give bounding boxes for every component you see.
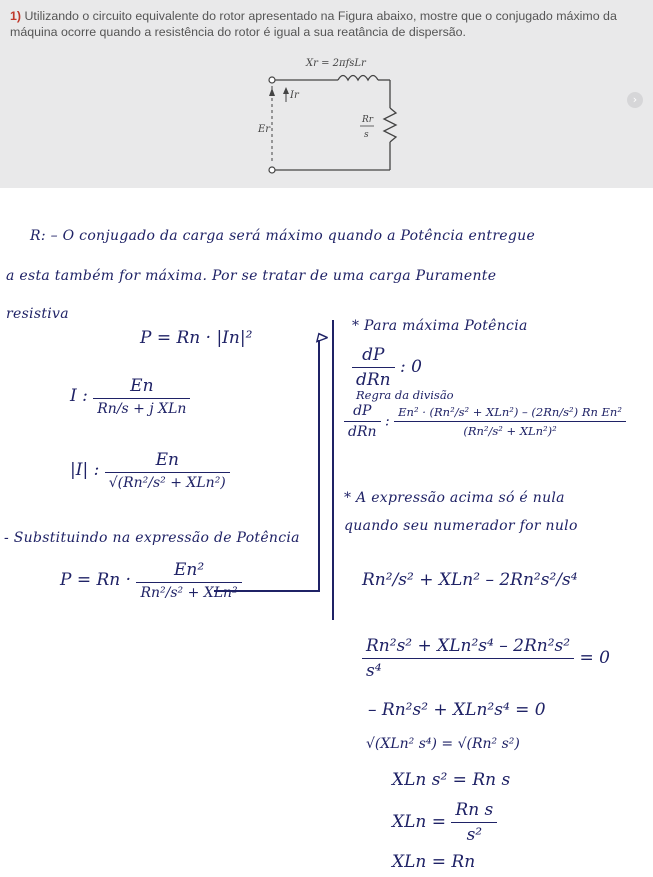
null-text-line-1: * A expressão acima só é nula [344,490,565,506]
current-equation [70,376,190,417]
next-arrow-icon[interactable]: › [627,92,643,108]
substitution-text: - Substituindo na expressão de Potência [4,530,300,546]
quotient-rule-label: Regra da divisão [356,388,454,402]
qr-denominator: (Rn²/s² + XLn²)² [394,421,626,438]
power-equation: P = Rn · |In|² [140,328,253,348]
final-lhs: P = Rn · [60,570,132,590]
derivative-numerator: dP [362,345,385,365]
final-denominator: Rn²/s² + XLn² [136,582,241,601]
equation-6 [392,800,497,845]
intro-line-3: resistiva [6,306,69,322]
qr-lhs-fraction [344,403,381,440]
voltage-arrow [269,88,275,96]
final-power-equation [60,560,242,601]
derivative-condition [352,345,422,390]
equation-7-result: XLn = Rn [392,852,476,872]
eq2-fraction [362,636,574,681]
question-number: 1) [10,9,22,23]
eq6-denominator: s² [451,822,497,845]
resistance-label-num: Rr [362,115,374,125]
qr-fraction [394,405,626,438]
reactance-label: Xr = 2πfsLr [306,58,366,69]
abs-fraction [105,450,230,491]
resistor-symbol [384,108,396,142]
derivative-denominator: dRn [352,367,395,390]
eq6-fraction [451,800,497,845]
eq6-lhs: XLn = [392,812,446,832]
eq2-rhs: = 0 [579,648,610,668]
question-text [10,8,640,40]
equation-3: – Rn²s² + XLn²s⁴ = 0 [368,700,546,720]
quotient-rule-equation: $\frac{dP}{\text{dRn}}$ : $\frac{\text{En² · (Rn²/s² + XLn²) – (2Rn/s²) Rn En²}}{\text{(Rn²/s² + XLn²)²}}$ [344,403,626,440]
null-text-line-2: quando seu numerador for nulo [344,518,578,534]
qr-lhs-denominator: dRn [344,421,381,440]
eq2-numerator: Rn²s² + XLn²s⁴ – 2Rn²s² [366,636,571,656]
current-fraction [93,376,190,417]
qr-lhs-numerator: dP [353,403,372,419]
current-numerator: En [130,376,154,396]
resistance-label-den: s [364,130,369,140]
eq6-numerator: Rn s [455,800,494,820]
equation-2 [362,636,610,681]
qr-numerator: En² · (Rn²/s² + XLn²) – (2Rn/s²) Rn En² [398,405,622,419]
abs-lhs: |I| : [70,460,100,480]
current-magnitude-equation [70,450,230,491]
current-arrow [283,87,289,94]
inductor-symbol [338,76,378,81]
intro-line-1: R: – O conjugado da carga será máximo quando a Potência entregue [30,228,536,244]
arrow-icon: ⊳ [314,328,329,348]
derivative-fraction [352,345,395,390]
question-panel [0,0,653,188]
column-divider [332,320,334,620]
abs-numerator: En [155,450,179,470]
final-numerator: En² [173,560,205,580]
current-denominator: Rn/s + j XLn [93,398,190,417]
abs-denominator: √(Rn²/s² + XLn²) [105,472,230,491]
intro-line-2: a esta também for máxima. Por se tratar de uma carga Puramente [6,268,497,284]
current-lhs: I : [70,386,88,406]
connector-line [214,590,318,592]
equation-5: XLn s² = Rn s [392,770,511,790]
current-label: Ir [290,90,299,101]
equation-1: Rn²/s² + XLn² – 2Rn²s²/s⁴ [362,570,578,590]
connector-vertical [318,340,320,592]
voltage-label: Er [258,124,271,135]
eq2-denominator: s⁴ [362,658,574,681]
rotor-circuit-diagram [250,52,410,178]
max-power-text: * Para máxima Potência [352,318,528,334]
question-statement: Utilizando o circuito equivalente do rotor apresentado na Figura abaixo, mostre que o conjugado máximo da máquina ocorre quando a resistência do rotor é igual a sua reatância de dispersão. [10,9,617,39]
derivative-rhs: : 0 [400,357,422,377]
equation-4: √(XLn² s⁴) = √(Rn² s²) [366,736,520,752]
final-fraction [136,560,241,601]
